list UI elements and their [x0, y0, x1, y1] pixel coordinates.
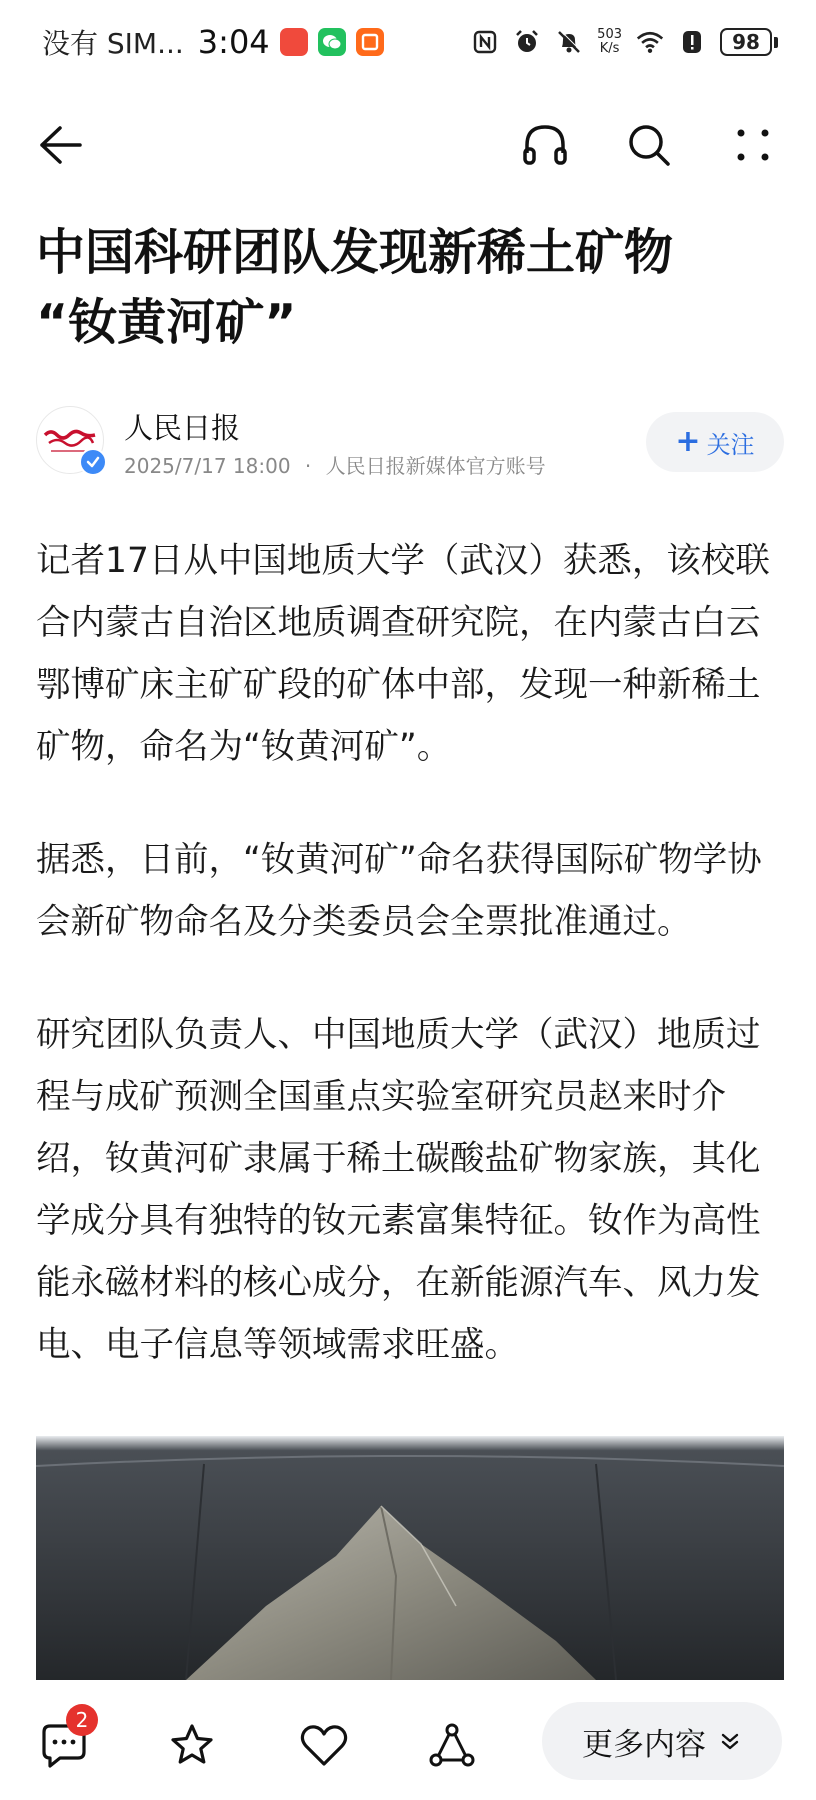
shopping-app-icon [280, 28, 308, 56]
article-title-line2: “钕黄河矿” [36, 294, 297, 351]
network-speed-value: 503 [597, 27, 622, 42]
mineral-rock-photo [36, 1436, 784, 1680]
author-name[interactable]: 人民日报 [124, 411, 241, 445]
more-options-button[interactable] [726, 118, 780, 172]
account-type: 人民日报新媒体官方账号 [325, 454, 546, 478]
network-speed-unit: K/s [599, 41, 620, 56]
paragraph: 记者17日从中国地质大学（武汉）获悉，该校联合内蒙古自治区地质调查研究院，在内蒙古白云鄂博矿床主矿矿段的矿体中部，发现一种新稀土矿物，命名为“钕黄河矿”。 [36, 541, 770, 767]
heart-icon [297, 1720, 351, 1772]
mute-bell-icon [555, 28, 583, 56]
comment-count-badge: 2 [66, 1704, 98, 1736]
share-button[interactable] [422, 1716, 482, 1776]
alert-icon [678, 28, 706, 56]
wechat-icon [318, 28, 346, 56]
follow-label: 关注 [706, 430, 755, 459]
article-image[interactable] [36, 1436, 784, 1680]
back-arrow-icon [34, 120, 84, 170]
author-row [36, 404, 784, 484]
publish-date: 2025/7/17 18:00 [124, 454, 291, 478]
article-body [36, 530, 782, 1427]
search-button[interactable] [622, 118, 676, 172]
clock: 3:04 [197, 23, 270, 61]
more-content-button[interactable] [542, 1702, 782, 1780]
verified-badge-icon [79, 448, 107, 476]
paragraph: 据悉，日前，“钕黄河矿”命名获得国际矿物学协会新矿物命名及分类委员会全票批准通过。 [36, 840, 762, 942]
carrier-label: 没有 SIM... [42, 27, 184, 60]
network-speed [597, 28, 622, 56]
more-dots-icon [733, 125, 773, 165]
plus-icon: + [675, 424, 701, 459]
wifi-icon [636, 28, 664, 56]
star-icon [166, 1720, 218, 1772]
alarm-icon [513, 28, 541, 56]
headphones-icon [519, 119, 571, 171]
listen-button[interactable] [518, 118, 572, 172]
search-icon [624, 120, 674, 170]
follow-button[interactable] [646, 412, 784, 472]
paragraph: 研究团队负责人、中国地质大学（武汉）地质过程与成矿预测全国重点实验室研究员赵来时介绍，钕黄河矿隶属于稀土碳酸盐矿物家族，其化学成分具有独特的钕元素富集特征。钕作为高性能永磁材料的核心成分，在新能源汽车、风力发电、电子信息等领域需求旺盛。 [36, 1015, 761, 1365]
battery-indicator [720, 28, 778, 56]
battery-level: 98 [720, 28, 772, 56]
more-content-label: 更多内容 [582, 1726, 706, 1763]
favorite-button[interactable] [162, 1716, 222, 1776]
back-button[interactable] [34, 120, 84, 170]
meta-separator: · [304, 454, 312, 478]
chevron-down-icon [718, 1729, 742, 1753]
nfc-icon [471, 28, 499, 56]
author-meta [124, 450, 546, 479]
status-bar [0, 0, 816, 84]
share-icon [426, 1720, 478, 1772]
top-nav-bar [0, 100, 816, 184]
like-button[interactable] [294, 1716, 354, 1776]
bottom-action-bar [0, 1690, 816, 1800]
taobao-icon [356, 28, 384, 56]
article-title-line1: 中国科研团队发现新稀土矿物 [36, 224, 674, 281]
article-title [36, 218, 780, 358]
